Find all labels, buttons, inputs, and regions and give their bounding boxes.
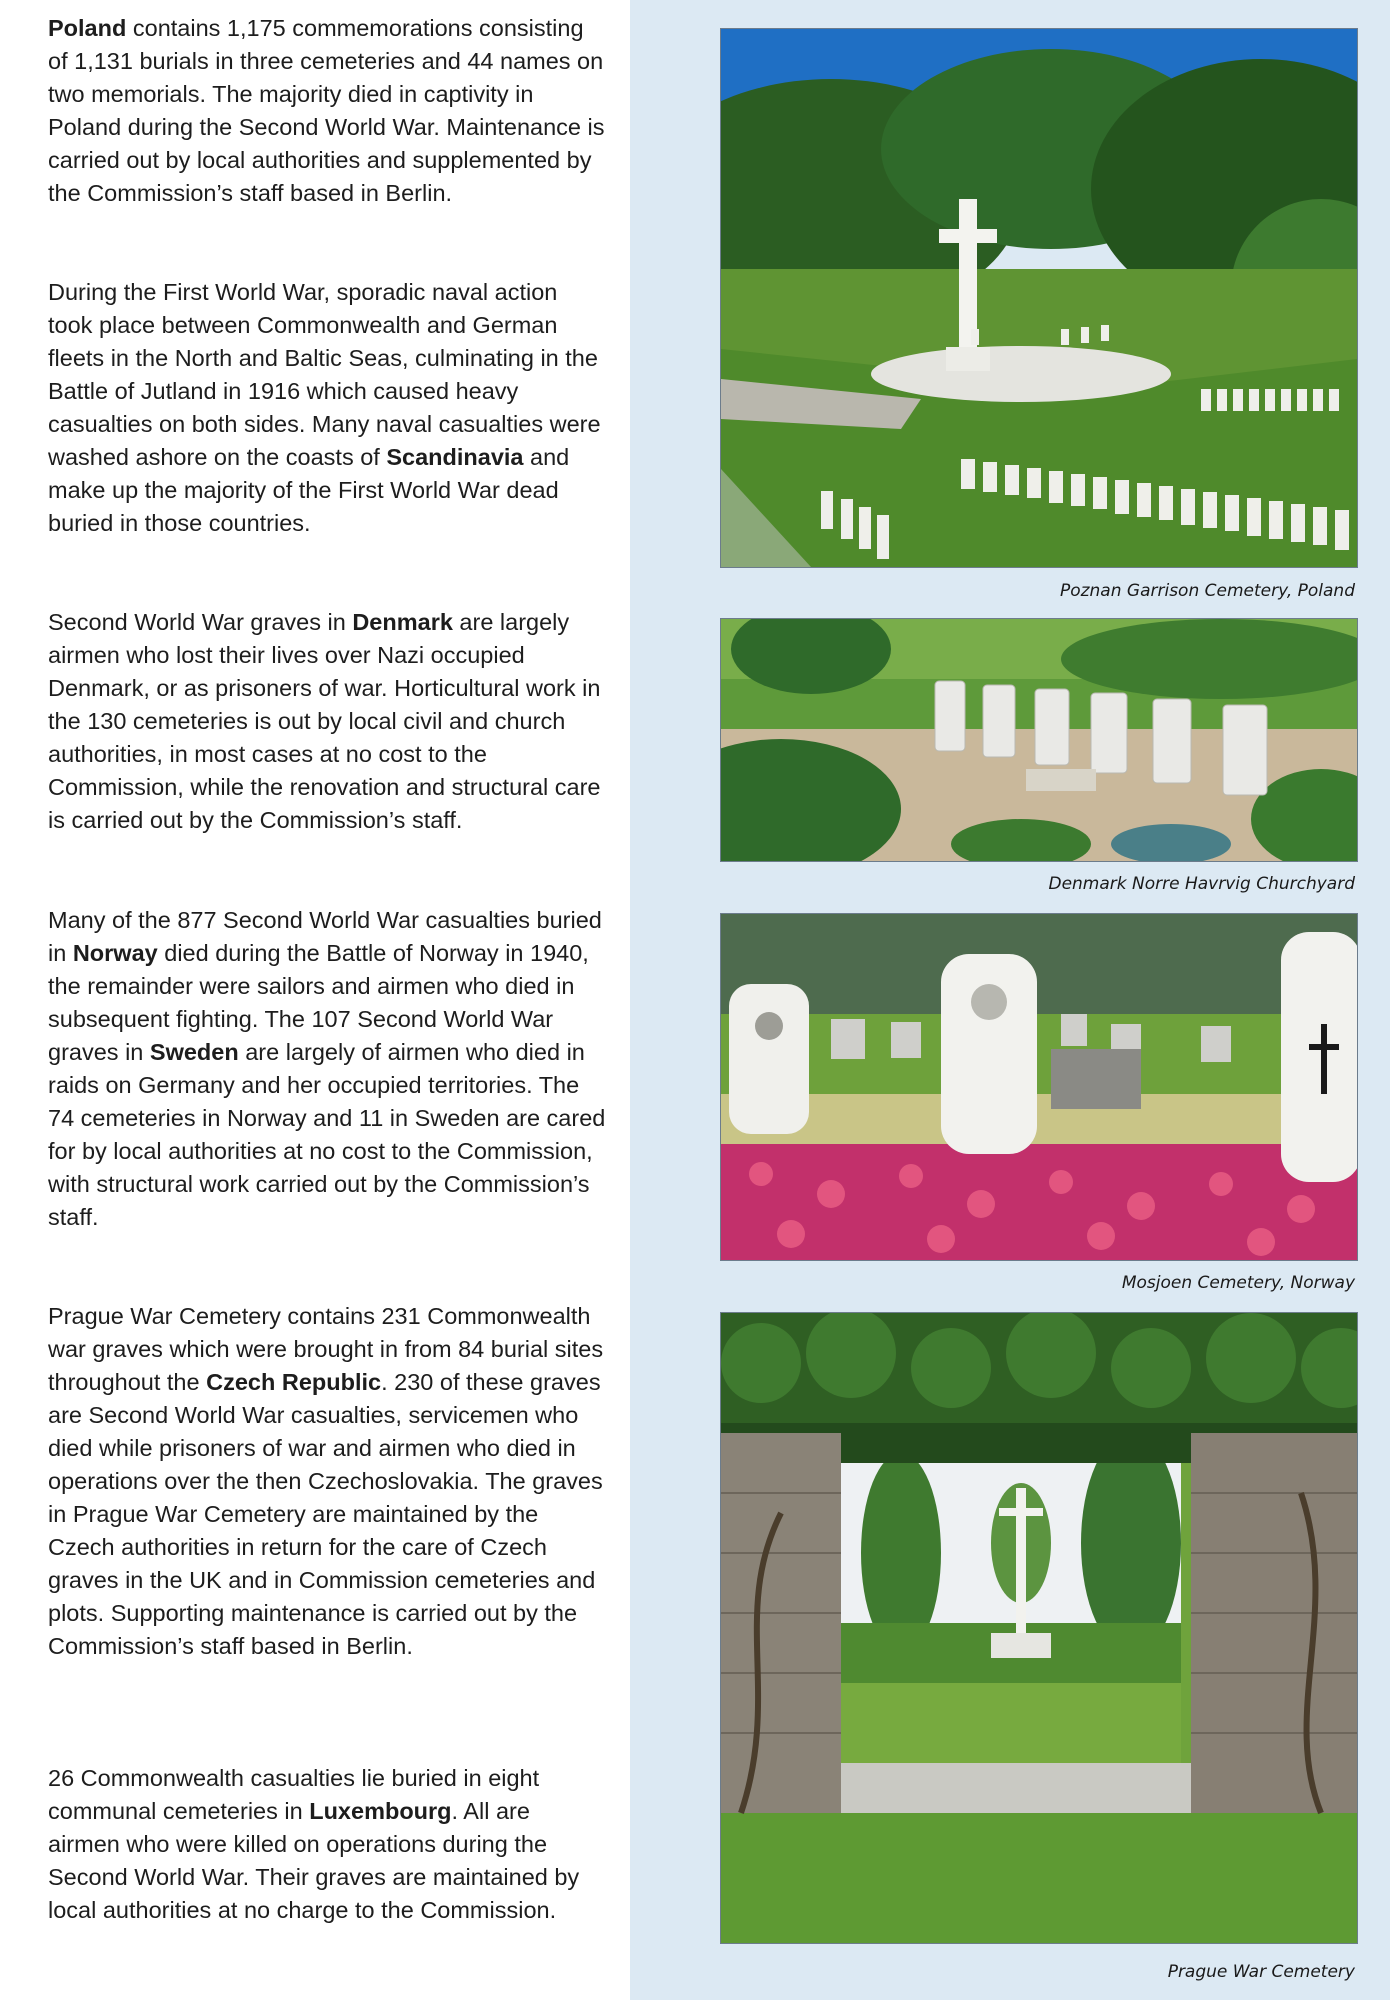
paragraph-text: died during the Battle of Norway in 1940, the remainder were sailors and airmen who died in subsequent fighting. The 107 Second World War graves in <box>48 940 589 1065</box>
photo-prague-war-cemetery <box>720 1312 1358 1944</box>
photo-mosjoen-cemetery <box>720 913 1358 1261</box>
paragraph-text: During the First World War, sporadic naval action took place between Commonwealth and German fleets in the North and Baltic Seas, culminating in the Battle of Jutland in 1916 which caused heavy casualties on both sides. Many naval casualties were washed ashore on the coasts of <box>48 279 601 470</box>
paragraph-text: Second World War graves in <box>48 609 353 635</box>
caption-mosjoen: Mosjoen Cemetery, Norway <box>1121 1273 1355 1293</box>
bold-place-name: Scandinavia <box>386 444 524 470</box>
bold-place-name: Denmark <box>352 609 453 635</box>
paragraph-text: 26 Commonwealth casualties lie buried in eight communal cemeteries in <box>48 1765 540 1824</box>
caption-denmark: Denmark Norre Havrvig Churchyard <box>1048 874 1355 894</box>
paragraph-luxembourg <box>48 1762 608 1927</box>
paragraph-text: contains 1,175 commemorations consisting of 1,131 burials in three cemeteries and 44 names on two memorials. The majority died in captivity in Poland during the Second World War. Maintenance is carried out by local authorities and supplemented by the Commission’s staff based in Berlin. <box>48 15 605 206</box>
bold-place-name: Poland <box>48 15 127 41</box>
bold-place-name: Luxembourg <box>309 1798 452 1824</box>
bold-place-name: Sweden <box>149 1039 239 1065</box>
bold-place-name: Czech Republic <box>206 1369 382 1395</box>
paragraph-text: and make up the majority of the First World War dead buried in those countries. <box>48 444 570 536</box>
caption-prague: Prague War Cemetery <box>1167 1962 1355 1982</box>
paragraph-text: are largely airmen who lost their lives over Nazi occupied Denmark, or as prisoners of war. Horticultural work in the 130 cemeteries is out by local civil and church authorities, in most cases at no cost to the Commission, while the renovation and structural care is carried out by the Commission’s staff. <box>48 609 601 833</box>
paragraph-text: Many of the 877 Second World War casualties buried in <box>48 907 602 966</box>
photo-norre-havrvig-churchyard <box>720 618 1358 862</box>
bold-place-name: Norway <box>72 940 158 966</box>
paragraph-denmark <box>48 606 608 837</box>
paragraph-poland <box>48 12 608 210</box>
text-column <box>0 0 630 2000</box>
paragraph-norway-sweden <box>48 904 608 1234</box>
paragraph-scandinavia <box>48 276 608 540</box>
paragraph-text: . 230 of these graves are Second World War casualties, servicemen who died while prisoners of war and airmen who died in operations over the then Czechoslovakia. The graves in Prague War Cemetery are maintained by the Czech authorities in return for the care of Czech graves in the UK and in Commission cemeteries and plots. Supporting maintenance is carried out by the Commission’s staff based in Berlin. <box>48 1369 603 1659</box>
photo-poznan-garrison-cemetery <box>720 28 1358 568</box>
caption-poznan: Poznan Garrison Cemetery, Poland <box>1059 581 1355 601</box>
paragraph-czech-republic <box>48 1300 608 1663</box>
paragraph-text: . All are airmen who were killed on operations during the Second World War. Their graves are maintained by local authorities at no charge to the Commission. <box>48 1798 580 1923</box>
paragraph-text: Prague War Cemetery contains 231 Commonwealth war graves which were brought in from 84 burial sites throughout the <box>48 1303 604 1395</box>
paragraph-text: are largely of airmen who died in raids on Germany and her occupied territories. The 74 cemeteries in Norway and 11 in Sweden are cared for by local authorities at no cost to the Commission, with structural work carried out by the Commission’s staff. <box>48 1039 606 1230</box>
